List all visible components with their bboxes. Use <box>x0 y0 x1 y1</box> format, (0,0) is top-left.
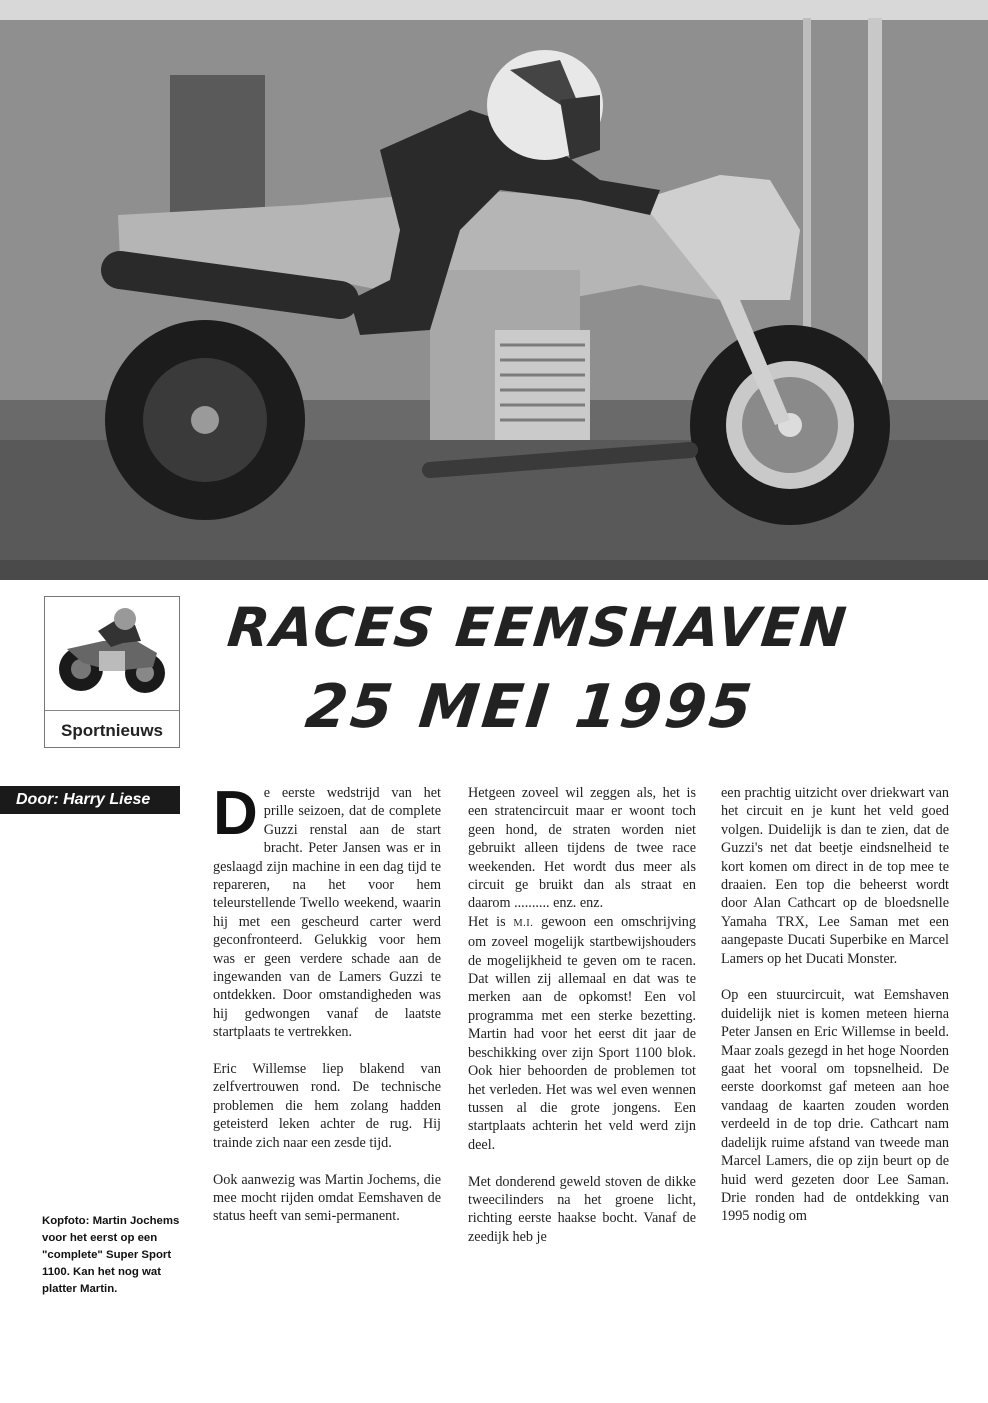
article-title <box>198 594 958 754</box>
author-byline: Door: Harry Liese <box>0 786 180 814</box>
title-line-2: 25 MEI 1995 <box>302 672 758 742</box>
sportnieuws-badge <box>44 596 180 748</box>
header-photo <box>0 0 988 580</box>
paragraph-text: e eerste wedstrijd van het prille seizoen, dat de complete Guzzi renstal aan de start bracht. Peter Jansen was er in geslaagd zijn machine in een dag tijd te repareren, na het voor hem teleurstellende Twello weekend, waarin hij met een gescheurd carter werd geconfronteerd. Gelukkig voor hem was er geen verdere schade aan de ingewanden van de Lamers Guzzi te ontdekken. Door omstandigheden was hij gedwongen vanaf de laatste startplaats te vertrekken. <box>213 785 441 1041</box>
paragraph-text: gewoon een omschrijving om zoveel mogelijk startbewijshouders de mogelijkheid te geven om te racen. Dat willen zij allemaal en dat was te merken aan de opkomst! Een vol programma met een sterke bezetting. Martin had voor het eerst dit jaar de beschikking over zijn Sport 1100 blok. Ook hier behoorden de problemen tot het verleden. Het was wel even wennen tussen al die grote jongens. Een startplaats achterin het veld werd zijn deel. <box>468 913 696 1153</box>
paragraph: Ook aanwezig was Martin Jochems, die mee mocht rijden omdat Eemshaven de status heeft van semi-permanent. <box>213 1171 441 1225</box>
abbreviation: M.I. <box>513 917 534 929</box>
paragraph <box>468 913 696 1154</box>
photo-caption: Kopfoto: Martin Jochems voor het eerst op een "complete" Super Sport 1100. Kan het nog wat platter Martin. <box>42 1215 180 1295</box>
article-column-1 <box>213 779 441 1244</box>
motorcycle-icon <box>53 601 171 701</box>
paragraph: Hetgeen zoveel wil zeggen als, het is een stratencircuit maar er woont toch geen hond, de straten worden niet gebruikt alleen tijdens de twee race weekenden. Het wordt dus meer als circuit ge bruikt dan als straat en daarom .......... enz. enz. <box>468 785 696 912</box>
article-column-3 <box>721 784 949 1244</box>
title-line-1: RACES EEMSHAVEN <box>224 596 851 659</box>
paragraph: Op een stuurcircuit, wat Eemshaven duidelijk niet is komen meteen hierna Peter Jansen en Eric Willemse in beeld. Maar zoals gezegd in het hoge Noorden gaat het vooral om topsnelheid. De eerste doorkomst gaf meteen aan hoe vandaag de kaarten zouden worden verdeeld in de top drie. Cathcart nam dadelijk ruime afstand van tweede man Marcel Lamers, die op zijn beurt op de huid werd gezeten door Lee Saman. Drie ronden had de ontdekking van 1995 nodig om <box>721 987 949 1225</box>
motorcycle-racer-illustration <box>0 0 988 580</box>
paragraph: een prachtig uitzicht over driekwart van het circuit en je kunt het veld goed volgen. Duidelijk is dan te zien, dat de Guzzi's net dat beetje eindsnelheid te kort komen om direct in de top mee te draaien. Een top die beheerst wordt door Alan Cathcart op de bloedsnelle Yamaha TRX, Lee Saman met een aangepaste Ducati Superbike en Marcel Lamers op het Ducati Monster. <box>721 785 949 967</box>
paragraph <box>213 779 441 1042</box>
badge-label: Sportnieuws <box>60 721 163 740</box>
article-column-2 <box>468 784 696 1265</box>
paragraph-text: Het is <box>468 913 514 930</box>
paragraph: Met donderend geweld stoven de dikke tweecilinders na het groene licht, richting eerste haakse bocht. Vanaf de zeedijk heb je <box>468 1173 696 1245</box>
drop-cap: D <box>213 779 258 848</box>
badge-divider <box>45 710 179 711</box>
paragraph: Eric Willemse liep blakend van zelfvertrouwen rond. De technische problemen die hem zolang hadden geteisterd leken achter de rug. Hij trainde zich naar een zesde tijd. <box>213 1061 441 1151</box>
